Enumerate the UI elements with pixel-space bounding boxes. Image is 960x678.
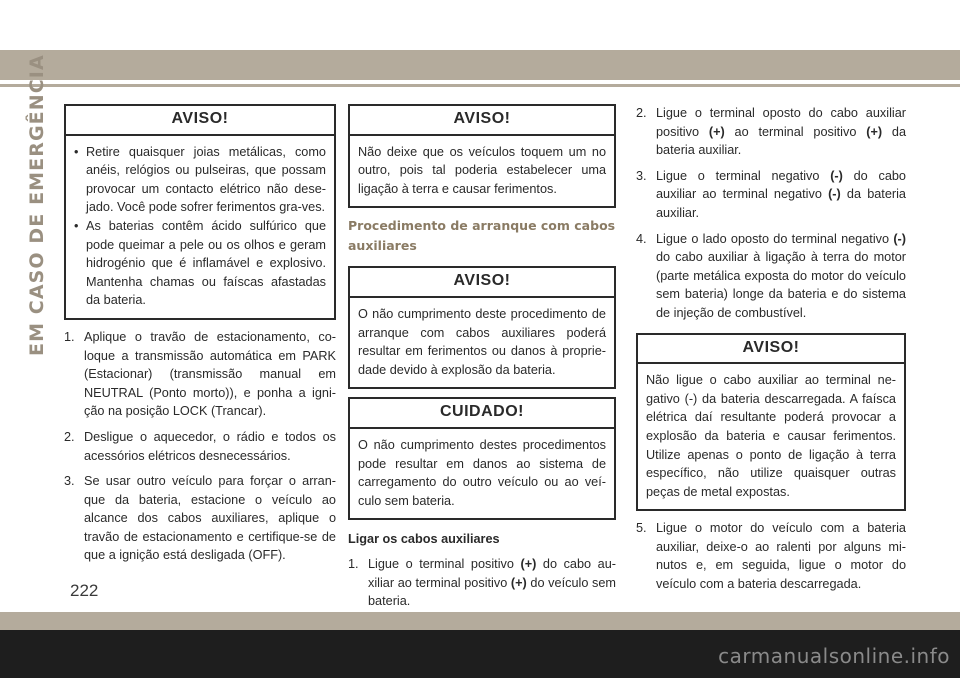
warning-bullet: • As baterias contêm ácido sulfúrico que pode queimar a pele ou os olhos e geram hidrogénio que é inflamável e explosivo. Mantenha chamas ou faíscas afastadas da bateria. (74, 217, 326, 310)
caution-title: CUIDADO! (350, 399, 614, 429)
section-heading: Procedimento de arranque com cabos auxiliares (348, 218, 616, 254)
column-middle (348, 104, 616, 618)
warning-box-jewelry (64, 104, 336, 320)
step-connect-1: 1. Ligue o terminal positivo (+) do cabo au-xiliar ao terminal positivo (+) do veículo sem bateria. (348, 556, 617, 609)
caution-body: O não cumprimento destes procedimentos pode resultar em danos ao sistema de carregamento do outro veículo ou ao veí-culo sem bateria. (358, 437, 606, 508)
warning-body: Não deixe que os veículos toquem um no outro, pois tal poderia estabelecer uma ligação à terra e causar ferimentos. (358, 144, 606, 196)
subheading: Ligar os cabos auxiliares (348, 532, 500, 547)
step-1: 1. Aplique o travão de estacionamento, co-loque a transmissão automática em PARK (Estacionar) (transmissão manual em NEUTRAL (Ponto morto)), e ponha a igni-ção na posição LOCK (Trancar). (64, 329, 336, 419)
step-connect-4: 4. Ligue o lado oposto do terminal negativo (-) do cabo auxiliar à ligação à terra do motor (parte metálica exposta do motor do veículo sem bateria) longe da bateria e do sistema de injeção de combustível. (636, 231, 906, 320)
warning-body: O não cumprimento deste procedimento de arranque com cabos auxiliares poderá resultar em ferimentos ou danos à proprie-dade devido à explosão da bateria. (358, 306, 606, 377)
warning-title: AVISO! (66, 106, 334, 136)
bullet-icon: • (74, 144, 79, 159)
page-number: 222 (70, 581, 99, 600)
warning-box-procedure (348, 266, 616, 389)
watermark-text: carmanualsonline.info (718, 644, 950, 668)
column-left (64, 104, 336, 572)
chapter-title-text: EM CASO DE EMERGÊNCIA (26, 54, 48, 356)
header-band (0, 50, 960, 80)
warning-bullet: • Retire quaisquer joias metálicas, como anéis, relógios ou pulseiras, que possam provocar um contacto elétrico não dese-jado. Você pode sofrer ferimentos gra-ves. (74, 143, 326, 217)
warning-box-negative-terminal (636, 333, 906, 512)
caution-box (348, 397, 616, 520)
warning-body (66, 136, 334, 318)
step-connect-3: 3. Ligue o terminal negativo (-) do cabo auxiliar ao terminal negativo (-) da bateria auxiliar. (636, 168, 906, 220)
step-3: 3. Se usar outro veículo para forçar o arran-que da bateria, estacione o veículo ao alcance dos cabos auxiliares, aplique o travão de estacionamento e certifique-se de que a ignição está desligada (OFF). (64, 474, 336, 563)
step-2: 2. Desligue o aquecedor, o rádio e todos os acessórios elétricos desnecessários. (64, 429, 336, 463)
warning-box-vehicles-touching (348, 104, 616, 208)
footer-band (0, 612, 960, 630)
step-connect-5: 5. Ligue o motor do veículo com a bateria auxiliar, deixe-o ao ralenti por alguns mi-nutos e, em seguida, ligue o motor do veículo com a bateria descarregada. (636, 521, 906, 592)
warning-title: AVISO! (638, 335, 904, 365)
column-right (636, 104, 906, 601)
warning-body: Não ligue o cabo auxiliar ao terminal ne-gativo (-) da bateria descarregada. A faísca elétrica daí resultante poderá provocar a explosão da bateria e causar ferimentos. Utilize apenas o ponto de ligação à terra específico, não utilize quaisquer outras peças de metal expostas. (646, 373, 896, 499)
warning-title: AVISO! (350, 106, 614, 136)
step-connect-2: 2. Ligue o terminal oposto do cabo auxiliar positivo (+) ao terminal positivo (+) da bateria auxiliar. (636, 106, 907, 158)
header-rule (0, 84, 960, 87)
warning-title: AVISO! (350, 268, 614, 298)
bullet-icon: • (74, 218, 79, 233)
